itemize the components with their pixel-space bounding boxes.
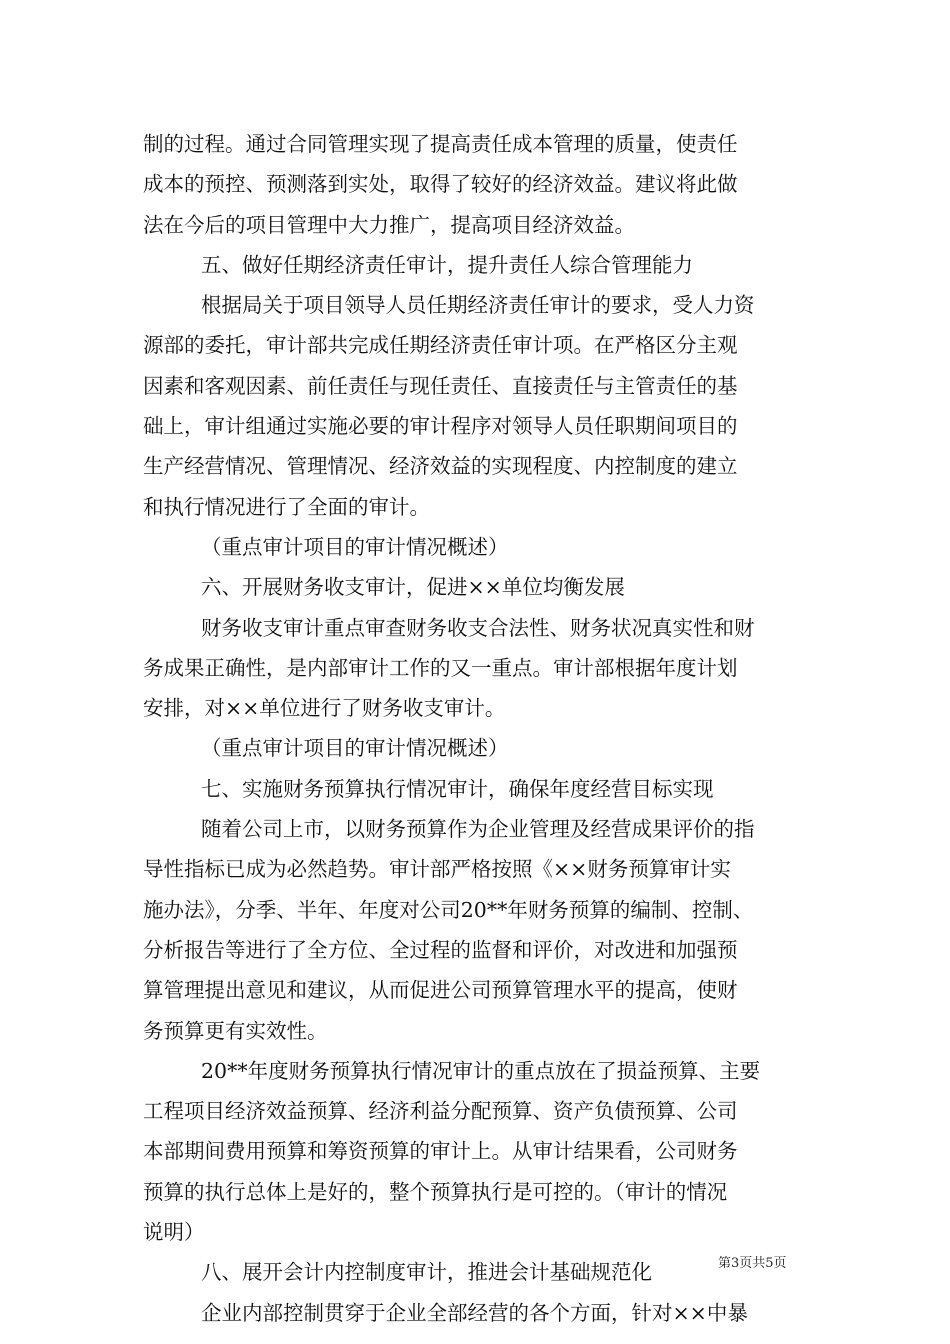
text-line: 法在今后的项目管理中大力推广，提高项目经济效益。 (143, 212, 635, 237)
text-line: 源部的委托，审计部共完成任期经济责任审计项。在严格区分主观 (143, 333, 738, 358)
text-line: 本部期间费用预算和筹资预算的审计上。从审计结果看，公司财务 (143, 1139, 738, 1164)
text-line: 施办法》，分季、半年、年度对公司20**年财务预算的编制、控制、 (143, 897, 754, 922)
text-line: 预算的执行总体上是好的，整个预算执行是可控的。（审计的情况 (143, 1179, 728, 1204)
text-line: 随着公司上市，以财务预算作为企业管理及经营成果评价的指 (201, 817, 755, 842)
text-line: （重点审计项目的审计情况概述） (201, 736, 509, 761)
text-line: 七、实施财务预算执行情况审计，确保年度经营目标实现 (201, 776, 714, 801)
text-line: 成本的预控、预测落到实处，取得了较好的经济效益。建议将此做 (143, 172, 738, 197)
document-body (143, 124, 808, 1333)
text-line: （重点审计项目的审计情况概述） (201, 534, 509, 559)
text-line: 制的过程。通过合同管理实现了提高责任成本管理的质量，使责任 (143, 132, 738, 156)
text-line: 务成果正确性，是内部审计工作的又一重点。审计部根据年度计划 (143, 655, 738, 680)
text-line: 八、展开会计内控制度审计，推进会计基础规范化 (201, 1260, 652, 1285)
text-line: 导性指标已成为必然趋势。审计部严格按照《××财务预算审计实 (143, 857, 731, 882)
text-line: 五、做好任期经济责任审计，提升责任人综合管理能力 (201, 252, 693, 277)
text-line: 说明） (143, 1220, 205, 1245)
text-line: 础上，审计组通过实施必要的审计程序对领导人员任职期间项目的 (143, 414, 738, 439)
text-line: 根据局关于项目领导人员任期经济责任审计的要求，受人力资 (201, 293, 755, 318)
text-line: 和执行情况进行了全面的审计。 (143, 494, 430, 519)
text-line: 企业内部控制贯穿于企业全部经营的各个方面，针对××中暴 (201, 1300, 748, 1325)
text-line: 财务收支审计重点审查财务收支合法性、财务状况真实性和财 (201, 615, 755, 640)
page-number-footer: 第3页共5页 (718, 1256, 787, 1271)
text-line: 务预算更有实效性。 (143, 1018, 328, 1043)
text-line: 算管理提出意见和建议，从而促进公司预算管理水平的提高，使财 (143, 978, 738, 1003)
text-line: 安排，对××单位进行了财务收支审计。 (143, 696, 506, 721)
text-line: 因素和客观因素、前任责任与现任责任、直接责任与主管责任的基 (143, 373, 738, 398)
text-line: 工程项目经济效益预算、经济利益分配预算、资产负债预算、公司 (143, 1099, 738, 1124)
text-line: 生产经营情况、管理情况、经济效益的实现程度、内控制度的建立 (143, 454, 738, 479)
text-line: 六、开展财务收支审计，促进××单位均衡发展 (201, 575, 625, 600)
text-line: 分析报告等进行了全方位、全过程的监督和评价，对改进和加强预 (143, 937, 738, 962)
text-line: 20**年度财务预算执行情况审计的重点放在了损益预算、主要 (201, 1058, 761, 1083)
